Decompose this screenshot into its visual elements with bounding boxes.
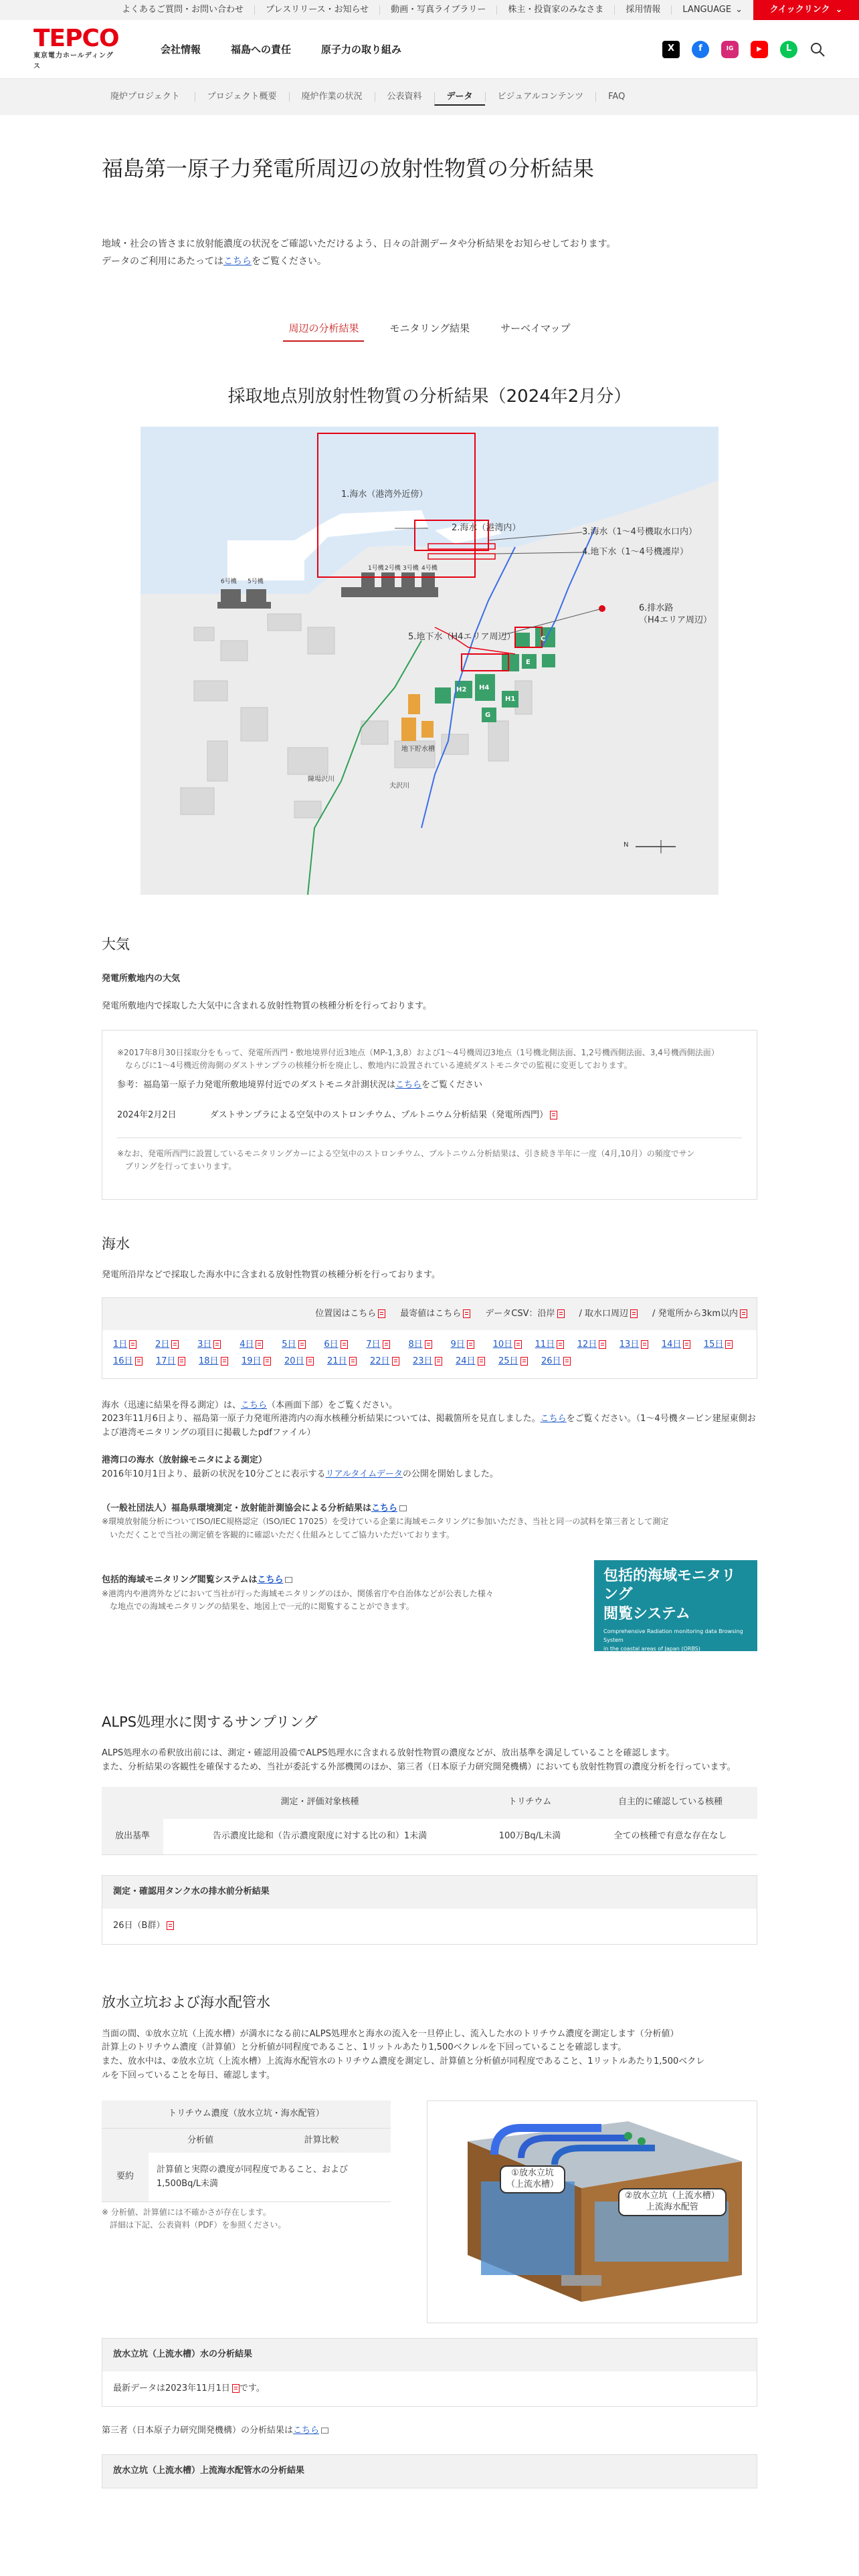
subnav-data[interactable]: データ — [434, 92, 485, 106]
pdf-icon — [256, 1340, 263, 1349]
sea-csv-3km-label: / 発電所から3km以内 — [652, 1308, 738, 1319]
sea-day-label: 3日 — [197, 1339, 212, 1350]
investor-link[interactable]: 株主・投資家のみなさま — [496, 5, 614, 15]
third-party-text: 第三者（日本原子力研究開発機構）の分析結果は — [102, 2426, 294, 2436]
label-groundwater-revetment[interactable]: 4.地下水（1～4号機護岸） — [582, 547, 688, 558]
pit-table-wrap — [102, 2101, 391, 2323]
pdf-icon — [383, 1340, 390, 1349]
careers-link[interactable]: 採用情報 — [614, 5, 671, 15]
shaft-callout-1-a: ①放水立坑 — [511, 2167, 554, 2178]
pdf-icon — [514, 1340, 522, 1349]
sea-day-link[interactable] — [324, 1338, 366, 1352]
label-seawater-intake[interactable]: 3.海水（1～4号機取水口内） — [582, 527, 697, 538]
sea-p1-link[interactable]: こちら — [241, 1400, 268, 1410]
sea-day-label: 8日 — [408, 1339, 423, 1350]
sea-day-label: 7日 — [366, 1339, 381, 1350]
sea-p2-link[interactable]: こちら — [540, 1414, 567, 1424]
facebook-icon[interactable]: f — [692, 41, 709, 58]
pipe-analysis-title: 放水立坑（上流水槽）上流海水配管水の分析結果 — [102, 2455, 757, 2488]
shaft-analysis-box — [102, 2338, 757, 2407]
pdf-icon — [563, 1357, 571, 1366]
air-note-2: ※なお、発電所西門に設置しているモニタリングカーによる空気中のストロンチウム、プルトニウム分析結果は、引き続き半年に一度（4月,10月）の頻度でサン — [117, 1148, 695, 1158]
label-seawater-port[interactable]: 2.海水（港湾内） — [452, 523, 521, 534]
tab-monitoring[interactable]: モニタリング結果 — [389, 322, 470, 334]
sea-section-title: 海水 — [102, 1235, 130, 1252]
tritium-cell: 計算値と実際の濃度が同程度であること、および1,500Bq/L未満 — [157, 2164, 349, 2189]
label-unit4: 4号機 — [421, 565, 438, 572]
external-link-icon — [285, 1577, 292, 1583]
sea-day-link[interactable] — [113, 1355, 156, 1369]
sea-day-link[interactable] — [493, 1338, 535, 1352]
sea-day-link[interactable] — [535, 1338, 577, 1352]
pdf-icon — [378, 1309, 385, 1318]
sea-nearest-link[interactable] — [400, 1307, 470, 1321]
orbs-desc-1: ※港湾内や港湾外などにおいて当社が行った海域モニタリングのほか、関係省庁や自治体などが公表した様々 — [102, 1588, 494, 1598]
north-label: N — [624, 841, 629, 849]
sea-day-label: 6日 — [324, 1339, 339, 1350]
banner-line-1: 包括的海域モニタリング — [603, 1567, 737, 1604]
shaft-callout-2 — [618, 2188, 727, 2216]
alps-th-1: 測定・評価対象核種 — [280, 1797, 359, 1808]
pit-section-title: 放水立坑および海水配管水 — [102, 1994, 270, 2010]
assoc-title — [102, 1502, 757, 1516]
quick-link-button[interactable] — [753, 0, 859, 20]
pdf-icon — [550, 1111, 557, 1119]
tritium-sub-0: 分析値 — [187, 2135, 214, 2145]
discharge-diagram — [427, 2101, 757, 2323]
chevron-down-icon: ⌄ — [835, 4, 843, 15]
search-icon[interactable] — [809, 41, 826, 58]
orbs-block — [102, 1560, 757, 1651]
sea-csv-intake-label: / 取水口周辺 — [579, 1308, 629, 1319]
sea-day-label: 11日 — [535, 1339, 555, 1350]
pit-desc-2a: 計算上のトリチウム濃度（計算値） — [102, 2042, 241, 2053]
page-intro — [102, 235, 757, 271]
sea-day-link[interactable] — [113, 1338, 155, 1352]
tritium-table — [102, 2101, 391, 2203]
sea-day-link[interactable] — [366, 1338, 408, 1352]
port-text-end: の公開を開始しました。 — [402, 1469, 498, 1479]
site-map-graphic — [140, 427, 719, 895]
sea-day-link[interactable] — [456, 1355, 498, 1369]
sea-day-label: 1日 — [113, 1339, 128, 1350]
tank-result-box — [102, 1875, 757, 1945]
sea-csv-coast-label: データCSV：沿岸 — [485, 1308, 555, 1319]
pdf-icon — [641, 1340, 648, 1349]
result-tabs — [102, 320, 757, 342]
pit-content — [102, 2101, 757, 2323]
alps-cell-1: 告示濃度比総和（告示濃度限度に対する比の和）1未満 — [212, 1831, 427, 1842]
sea-p2-text: 2023年11月6日より、福島第一原子力発電所港湾内の海水核種分析結果については、掲載箇所を見直しました。 — [102, 1414, 541, 1424]
utility-bar — [0, 0, 859, 20]
sea-paragraph-1 — [102, 1399, 757, 1413]
subnav-visual[interactable]: ビジュアルコンテンツ — [485, 92, 596, 102]
orbs-title — [102, 1574, 494, 1588]
pdf-icon — [435, 1357, 442, 1366]
press-link[interactable]: プレスリリース・お知らせ — [254, 5, 379, 15]
sea-day-link[interactable] — [240, 1338, 282, 1352]
label-groundwater-h4[interactable]: 5.地下水（H4エリア周辺） — [408, 632, 516, 643]
sea-day-label: 22日 — [370, 1356, 390, 1366]
main-content — [102, 155, 757, 2488]
shaft-analysis-title: 放水立坑（上流水槽）水の分析結果 — [102, 2339, 757, 2371]
banner-line-4: in the coastal areas of Japan (ORBS) — [603, 1646, 700, 1652]
label-e: E — [526, 659, 531, 667]
map-title: 採取地点別放射性物質の分析結果（2024年2月分） — [227, 386, 632, 407]
port-text: 2016年10月1日より、最新の状況を10分ごとに表示する — [102, 1469, 326, 1479]
port-title: 港湾口の海水（放射線モニタによる測定） — [102, 1455, 268, 1465]
alps-table — [102, 1787, 757, 1856]
pdf-icon — [306, 1357, 314, 1366]
file-icon — [630, 1309, 638, 1318]
alps-cell-3: 全ての核種で有意な存在なし — [613, 1831, 727, 1842]
sea-day-label: 20日 — [284, 1356, 304, 1366]
air-reference — [117, 1079, 742, 1093]
shaft-callout-2-a: ②放水立坑（上流水槽） — [625, 2190, 720, 2201]
sub-nav — [0, 79, 859, 115]
air-result-item[interactable] — [210, 1109, 557, 1123]
pdf-icon — [213, 1340, 221, 1349]
sea-day-link[interactable] — [408, 1338, 450, 1352]
tritium-sub-1: 計算比較 — [304, 2135, 339, 2145]
sea-day-label: 2日 — [155, 1339, 170, 1350]
air-section-title: 大気 — [102, 936, 130, 953]
assoc-note-1: ※環境放射能分析についてISO/IEC規格認定（ISO/IEC 17025）を受けている企業に海域モニタリングに参加いただき、当社と同一の試料を第三者として測定 — [102, 1517, 669, 1527]
sea-p2-text-end: をご覧ください。（1～4号機タービン建屋東側および港湾モニタリングの項目に掲載したpdfファイル） — [102, 1414, 756, 1438]
pit-desc-3: また、放水中は、②放水立坑（上流水槽）上流海水配管水のトリチウム濃度を測定し、計算値と分析値が同程度であること、1リットルあたり1,500ベクレ — [102, 2056, 705, 2067]
air-subtitle: 発電所敷地内の大気 — [102, 973, 181, 984]
air-note-1: ※2017年8月30日採取分をもって、発電所西門・敷地境界付近3地点（MP-1,3,8）および1～4号機周辺3地点（1号機北側法面、1,2号機西側法面、3,4号機西側法面） — [117, 1047, 719, 1057]
label-river-1: 夫沢川 — [389, 782, 409, 790]
sea-nearest-label: 最寄値はこちら — [400, 1308, 462, 1319]
line-icon[interactable]: L — [780, 41, 797, 58]
sampling-point-map — [140, 427, 719, 895]
label-unit2: 2号機 — [385, 565, 401, 572]
label-unit5: 5号機 — [248, 578, 264, 586]
sea-day-link[interactable] — [413, 1355, 456, 1369]
assoc-note-2: いただくことで当社の測定値を客観的に確認いただく仕組みとしてご協力いただいております。 — [102, 1529, 455, 1539]
sea-day-label: 24日 — [456, 1356, 476, 1366]
assoc-name: （一般社団法人）福島県環境測定・放射能計測協会 — [102, 1503, 302, 1513]
file-icon — [740, 1309, 747, 1318]
sea-day-label: 17日 — [156, 1356, 176, 1366]
tank-result-link[interactable] — [102, 1909, 757, 1944]
sea-day-label: 12日 — [577, 1339, 597, 1350]
orbs-text-2: は — [248, 1574, 258, 1585]
orbs-text — [102, 1574, 494, 1651]
media-link[interactable]: 動画・写真ライブラリー — [379, 5, 496, 15]
alps-section-title: ALPS処理水に関するサンプリング — [102, 1713, 318, 1730]
youtube-icon[interactable]: ▶ — [751, 41, 768, 58]
pdf-icon — [599, 1340, 606, 1349]
shaft-callout-2-b: 上流海水配管 — [646, 2202, 698, 2212]
pdf-icon — [341, 1340, 348, 1349]
sea-description: 発電所沿岸などで採取した海水中に含まれる放射性物質の核種分析を行っております。 — [102, 1270, 440, 1281]
sea-day-link[interactable] — [327, 1355, 370, 1369]
sea-p1-text-end: （本画面下部）をご覧ください。 — [267, 1400, 398, 1410]
alps-desc-2: また、分析結果の客観性を確保するため、当社が委託する外部機関のほか、第三者（日本原子力研究開発機構）においても放射性物質の濃度分析を行っています。 — [102, 1762, 736, 1773]
language-label: LANGUAGE — [682, 5, 732, 15]
sea-day-label: 4日 — [240, 1339, 254, 1350]
shaft-latest-link[interactable]: 最新データは2023年11月1日 — [113, 2383, 230, 2393]
orbs-desc-2: な地点での海域モニタリングの結果を、地図上で一元的に閲覧することができます。 — [102, 1601, 414, 1611]
pdf-icon — [298, 1340, 306, 1349]
alps-th-3: 自主的に確認している核種 — [617, 1797, 723, 1808]
pdf-icon — [171, 1340, 179, 1349]
external-link-icon — [321, 2428, 328, 2434]
sea-day-link[interactable] — [451, 1338, 493, 1352]
file-icon — [557, 1309, 565, 1318]
sea-location-label: 位置図はこちら — [315, 1308, 377, 1319]
x-icon[interactable]: X — [662, 41, 680, 58]
pipe-analysis-box — [102, 2454, 757, 2488]
pdf-icon — [129, 1340, 136, 1349]
assoc-link[interactable]: こちら — [371, 1503, 398, 1513]
assoc-text: による分析結果は — [302, 1503, 372, 1513]
sea-day-label: 15日 — [703, 1339, 724, 1350]
air-ref-link[interactable]: こちら — [395, 1079, 422, 1090]
label-unit3: 3号機 — [403, 565, 419, 572]
pdf-icon — [349, 1357, 357, 1366]
label-h2: H2 — [456, 686, 467, 694]
tritium-note-1: ※ 分析値、計算値には不確かさが存在します。 — [102, 2208, 271, 2218]
port-description — [102, 1468, 757, 1482]
pdf-icon — [463, 1309, 470, 1318]
sea-day-label: 14日 — [661, 1339, 682, 1350]
orbs-name: 包括的海域モニタリング閲覧システム — [102, 1574, 249, 1585]
pdf-icon — [178, 1357, 185, 1366]
air-note-1b: ならびに1～4号機近傍海側のダストサンプラの核種分析を廃止し、敷地内に設置されている連続ダストモニタでの監視に変更しております。 — [117, 1060, 632, 1070]
global-nav — [161, 41, 401, 58]
alps-th-2: トリチウム — [508, 1797, 552, 1808]
sea-data-table — [102, 1297, 757, 1379]
sea-day-link[interactable] — [619, 1338, 662, 1352]
sea-day-link[interactable] — [242, 1355, 284, 1369]
sea-day-link[interactable] — [662, 1338, 704, 1352]
sea-days-row-1 — [102, 1330, 757, 1352]
sea-day-label: 25日 — [498, 1356, 518, 1366]
pdf-icon — [135, 1357, 142, 1366]
banner-line-3: Comprehensive Radiation monitoring data Browsing System — [603, 1628, 743, 1644]
sea-day-link[interactable] — [197, 1338, 240, 1352]
alps-cell-2: 100万Bq/L未満 — [498, 1831, 561, 1842]
sea-day-label: 5日 — [282, 1339, 296, 1350]
sea-day-label: 10日 — [492, 1339, 513, 1350]
sea-day-link[interactable] — [704, 1338, 746, 1352]
pdf-icon — [467, 1340, 474, 1349]
tritium-note-2: 詳細は下記、公表資料（PDF）を参照ください。 — [102, 2220, 286, 2230]
air-description: 発電所敷地内で採取した大気中に含まれる放射性物質の核種分析を行っております。 — [102, 1000, 432, 1011]
pdf-icon — [557, 1340, 564, 1349]
pit-desc-1: 当面の間、①放水立坑（上流水槽）が満水になる前にALPS処理水と海水の流入を一旦停止し、流入した水のトリチウム濃度を測定します（分析値） — [102, 2028, 679, 2039]
sea-day-label: 9日 — [450, 1339, 465, 1350]
instagram-icon[interactable]: IG — [721, 41, 739, 58]
label-underground-tank: 地下貯水槽 — [401, 746, 435, 754]
logo-mark: TEPCO — [33, 24, 119, 52]
pdf-icon — [264, 1357, 271, 1366]
sea-location-link[interactable] — [315, 1307, 385, 1321]
sea-day-link[interactable] — [155, 1338, 197, 1352]
sea-paragraph-2 — [102, 1412, 757, 1440]
sea-day-link[interactable] — [498, 1355, 541, 1369]
intro-text-end: をご覧ください。 — [252, 256, 326, 267]
label-drainage-sub: （H4エリア周辺） — [639, 615, 712, 626]
tank-result-value: 26日（B群） — [113, 1921, 165, 1931]
subnav-status[interactable]: 廃炉作業の状況 — [289, 92, 375, 102]
pdf-icon — [167, 1921, 174, 1930]
external-link-icon — [399, 1505, 407, 1511]
pdf-icon — [221, 1357, 228, 1366]
nav-nuclear[interactable]: 原子力の取り組み — [321, 43, 402, 56]
label-g: G — [485, 712, 491, 720]
third-party-line — [102, 2424, 757, 2438]
orbs-banner[interactable] — [594, 1560, 757, 1651]
chevron-down-icon: ⌄ — [735, 5, 743, 15]
sea-day-link[interactable] — [199, 1355, 242, 1369]
sea-table-header — [102, 1298, 757, 1330]
logo-subtitle: 東京電力ホールディングス — [33, 51, 114, 70]
page-title: 福島第一原子力発電所周辺の放射性物質の分析結果 — [102, 156, 595, 181]
air-ref-text: 参考：福島第一原子力発電所敷地境界付近でのダストモニタ計測状況は — [117, 1079, 396, 1090]
intro-line-2 — [102, 253, 757, 271]
sea-p1-text: 海水（迅速に結果を得る測定）は、 — [102, 1400, 242, 1410]
sea-csv-intake[interactable] — [579, 1307, 638, 1321]
shaft-callout-1 — [500, 2165, 565, 2193]
label-unit1: 1号機 — [368, 565, 384, 572]
air-note-2b: プリングを行ってまいります。 — [117, 1161, 237, 1171]
subnav-decommission[interactable]: 廃炉プロジェクト — [110, 92, 180, 102]
label-h4: H4 — [479, 684, 490, 692]
shaft-latest-end: です。 — [239, 2383, 265, 2393]
intro-link[interactable]: こちら — [223, 256, 252, 267]
alps-th-0 — [102, 1787, 163, 1819]
sea-day-label: 16日 — [113, 1356, 133, 1366]
subnav-faq[interactable]: FAQ — [595, 92, 637, 102]
quick-link-label: クイックリンク — [769, 4, 830, 15]
shaft-callout-1-b: （上流水槽） — [506, 2179, 559, 2189]
sea-day-label: 26日 — [541, 1356, 561, 1366]
sea-csv-3km[interactable] — [652, 1307, 747, 1321]
sea-csv-coast[interactable] — [485, 1307, 564, 1321]
tab-surrounding[interactable]: 周辺の分析結果 — [283, 320, 364, 342]
sea-day-link[interactable] — [577, 1338, 619, 1352]
label-c: C — [541, 635, 546, 643]
intro-text: データのご利用にあたっては — [102, 256, 223, 267]
third-party-link[interactable]: こちら — [293, 2426, 320, 2436]
nav-company[interactable]: 会社情報 — [161, 43, 201, 56]
site-header — [0, 20, 859, 79]
tritium-row-label: 要約 — [102, 2153, 149, 2202]
pit-desc-4: ルを下回っていることを毎日、確認します。 — [102, 2070, 275, 2080]
label-seawater-outside[interactable]: 1.海水（港湾外近傍） — [341, 490, 428, 500]
tank-result-title: 測定・確認用タンク水の排水前分析結果 — [102, 1876, 757, 1909]
tritium-head: トリチウム濃度（放水立坑・海水配管） — [168, 2109, 324, 2119]
label-drainage[interactable]: 6.排水路 — [639, 603, 674, 614]
sea-day-link[interactable] — [541, 1355, 584, 1369]
sea-day-label: 23日 — [413, 1356, 433, 1366]
air-result-date: 2024年2月2日 — [117, 1109, 177, 1120]
label-unit6: 6号機 — [221, 578, 237, 586]
shaft-analysis-body — [102, 2371, 757, 2407]
pit-desc-2b: と分析値が同程度であること、1リットルあたり1,500ベクレルを下回っていることを確認します。 — [240, 2042, 627, 2053]
alps-row-label: 放出基準 — [102, 1819, 163, 1855]
pdf-icon — [478, 1357, 485, 1366]
pdf-icon — [725, 1340, 733, 1349]
language-select[interactable] — [671, 5, 753, 15]
faq-link[interactable]: よくあるご質問・お問い合わせ — [122, 5, 244, 15]
subnav-publications[interactable]: 公表資料 — [375, 92, 434, 102]
intro-line-1: 地域・社会の皆さまに放射能濃度の状況をご確認いただけるよう、日々の計測データや分析結果をお知らせしております。 — [102, 238, 616, 249]
alps-desc-1: ALPS処理水の希釈放出前には、測定・確認用設備でALPS処理水に含まれる放射性物質の濃度などが、放出基準を満足していることを確認します。 — [102, 1748, 675, 1759]
air-box — [102, 1030, 757, 1200]
orbs-link[interactable]: こちら — [257, 1574, 284, 1585]
tab-survey-map[interactable]: サーベイマップ — [500, 322, 571, 334]
pdf-icon — [425, 1340, 432, 1349]
sea-days-row-2 — [102, 1352, 757, 1378]
banner-line-2: 閲覧システム — [603, 1605, 690, 1622]
sea-day-link[interactable] — [282, 1338, 324, 1352]
pit-desc-2 — [102, 2041, 757, 2055]
sea-day-link[interactable] — [156, 1355, 199, 1369]
sea-day-link[interactable] — [284, 1355, 327, 1369]
sea-day-link[interactable] — [370, 1355, 413, 1369]
pdf-icon — [392, 1357, 399, 1366]
subnav-overview[interactable]: プロジェクト概要 — [195, 92, 289, 102]
label-h1: H1 — [505, 695, 516, 704]
pdf-icon — [683, 1340, 690, 1349]
nav-fukushima[interactable]: 福島への責任 — [231, 43, 292, 56]
sea-day-label: 13日 — [619, 1339, 640, 1350]
pdf-icon — [520, 1357, 528, 1366]
social-links — [662, 41, 826, 58]
air-result-row — [117, 1109, 742, 1138]
pdf-icon — [232, 2384, 240, 2393]
air-result-label: ダストサンプラによる空気中のストロンチウム、プルトニウム分析結果（発電所西門） — [209, 1109, 549, 1120]
tepco-logo[interactable] — [33, 24, 120, 72]
label-river-2: 陳場沢川 — [308, 776, 335, 784]
sea-day-label: 21日 — [327, 1356, 347, 1366]
air-ref-text-end: をご覧ください — [421, 1079, 483, 1090]
sea-day-label: 18日 — [199, 1356, 219, 1366]
realtime-data-link[interactable]: リアルタイムデータ — [325, 1469, 403, 1479]
sea-day-label: 19日 — [242, 1356, 262, 1366]
